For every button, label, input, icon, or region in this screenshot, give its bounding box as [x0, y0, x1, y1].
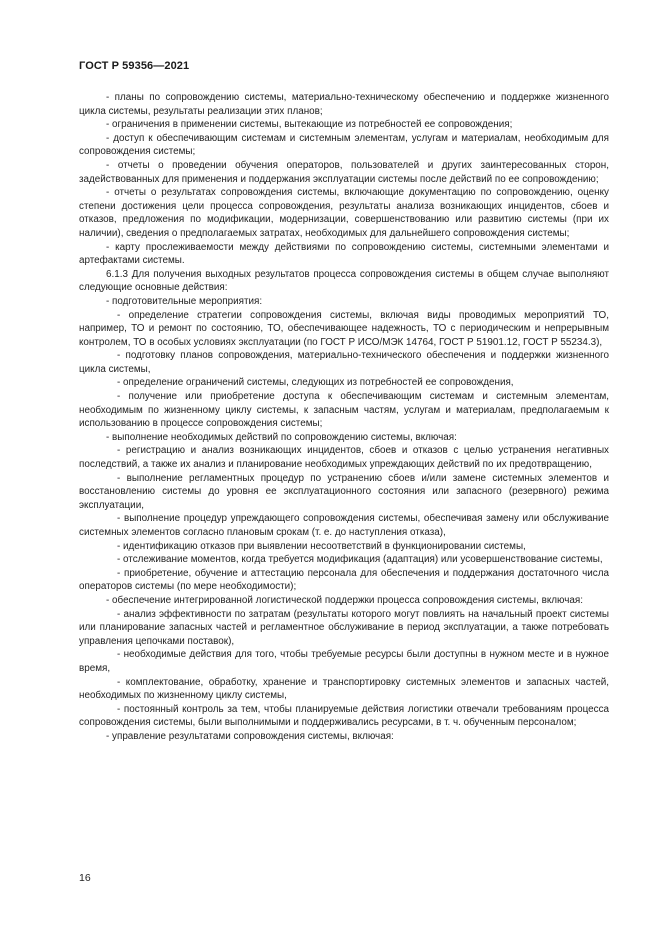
paragraph: - определение стратегии сопровождения системы, включая виды проводимых мероприятий ТО, например, ТО и ремонт по состоянию, ТО, обеспечивающее надежность, ТО с периодическим и непрерывным контролем, ТО в особых условиях эксплуатации (по ГОСТ Р ИСО/МЭК 14764, ГОСТ Р 51901.12, ГОСТ Р 55234.3),: [79, 309, 609, 348]
paragraph: - подготовительные мероприятия:: [106, 295, 263, 307]
document-header-standard-number: ГОСТ Р 59356—2021: [79, 60, 190, 72]
paragraph: - определение ограничений системы, следующих из потребностей ее сопровождения,: [117, 377, 514, 389]
document-body: [79, 91, 609, 744]
paragraph: - обеспечение интегрированной логистической поддержки процесса сопровождения системы, включая:: [106, 594, 583, 606]
paragraph: - планы по сопровождению системы, материально-техническому обеспечению и поддержке жизненного цикла системы, результаты реализации этих планов;: [79, 92, 609, 117]
paragraph: - подготовку планов сопровождения, материально-технического обеспечения и поддержки жизненного цикла системы,: [79, 350, 609, 375]
paragraph: - постоянный контроль за тем, чтобы планируемые действия логистики отвечали требованиям процесса сопровождения системы, были выполнимыми и поддерживались ресурсами, в т. ч. обученным персоналом;: [79, 703, 609, 729]
page-number: 16: [79, 872, 91, 884]
paragraph: - получение или приобретение доступа к обеспечивающим системам и системным элементам, необходимым по жизненному циклу системы, к запасным частям, услугам и материалам, предполагаемым к использованию в процессе сопровождения системы;: [79, 391, 609, 430]
paragraph: - необходимые действия для того, чтобы требуемые ресурсы были доступны в нужном месте и в нужное время,: [79, 649, 609, 674]
paragraph: - управление результатами сопровождения системы, включая:: [106, 730, 394, 742]
paragraph: - выполнение регламентных процедур по устранению сбоев и/или замене системных элементов и восстановлению системы до уровня ее эксплуатационного состояния или запасного (резервного) режима эксплуатации,: [79, 472, 609, 511]
paragraph: 6.1.3 Для получения выходных результатов процесса сопровождения системы в общем случае выполняют следующие основные действия:: [79, 268, 609, 294]
paragraph: - анализ эффективности по затратам (результаты которого могут повлиять на начальный проект системы или планирование запасных частей и регламентное обслуживание в период эксплуатации, а также потребовать управления цепочками поставок),: [79, 608, 609, 647]
paragraph: - комплектование, обработку, хранение и транспортировку системных элементов и запасных частей, необходимых по жизненному циклу системы,: [79, 676, 609, 702]
paragraph: - приобретение, обучение и аттестацию персонала для обеспечения и поддержания достаточного числа операторов системы (по мере необходимости);: [79, 567, 609, 593]
paragraph: - ограничения в применении системы, вытекающие из потребностей ее сопровождения;: [106, 119, 513, 131]
paragraph: - карту прослеживаемости между действиями по сопровождению системы, системными элементами и артефактами системы.: [79, 241, 609, 267]
paragraph: - идентификацию отказов при выявлении несоответствий в функционировании системы,: [117, 540, 526, 552]
paragraph: - отслеживание моментов, когда требуется модификация (адаптация) или усовершенствование системы,: [117, 554, 603, 566]
paragraph: - отчеты о проведении обучения операторов, пользователей и других заинтересованных сторон, задействованных для применения и поддержания эксплуатации системы после действий по ее сопровождению;: [79, 159, 609, 185]
paragraph: - выполнение необходимых действий по сопровождению системы, включая:: [106, 431, 457, 443]
paragraph: - доступ к обеспечивающим системам и системным элементам, услугам и материалам, необходимым для сопровождения системы;: [79, 132, 609, 158]
paragraph: - отчеты о результатах сопровождения системы, включающие документацию по сопровождению, оценку степени достижения цели процесса сопровождения, результаты анализа возникающих инцидентов, сбоев и отказов, предложения по модификации, модернизации, совершенствованию или развитию системы (при их наличии), сведения о предполагаемых затратах, необходимых для дальнейшего сопровождения системы;: [79, 187, 609, 239]
paragraph: - регистрацию и анализ возникающих инцидентов, сбоев и отказов с целью устранения негативных последствий, а также их анализ и планирование необходимых упреждающих действий по их предотвращению,: [79, 445, 609, 471]
paragraph: - выполнение процедур упреждающего сопровождения системы, обеспечивая замену или обслуживание системных элементов согласно плановым срокам (т. е. до наступления отказа),: [79, 513, 609, 538]
